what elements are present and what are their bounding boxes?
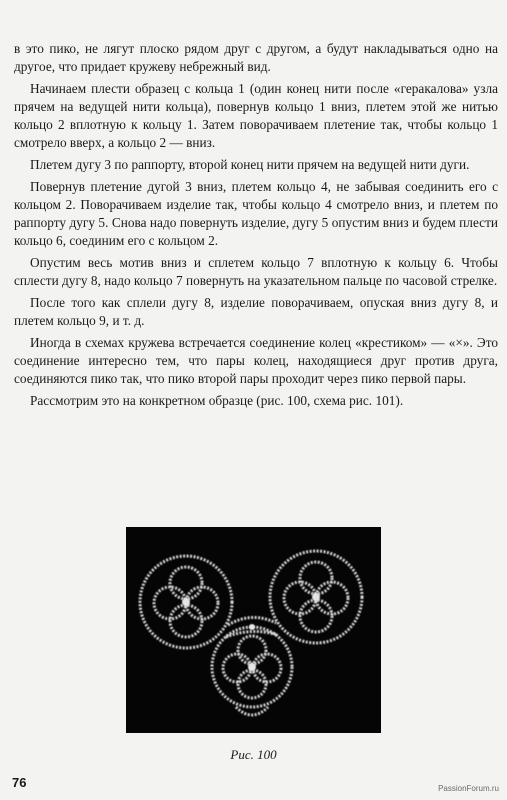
page-number: 76 (12, 775, 27, 790)
paragraph-8: Рассмотрим это на конкретном образце (рис. 100, схема рис. 101). (30, 393, 404, 408)
paragraph-1: в это пико, не лягут плоско рядом друг с другом, а будут накладываться одно на другое, что придает кружеву небрежный вид. (14, 41, 498, 74)
paragraph-6: После того как сплели дугу 8, изделие поворачиваем, опуская вниз дугу 8, и плетем кольцо 9, и т. д. (14, 295, 498, 328)
paragraph-3: Плетем дугу 3 по раппорту, второй конец нити прячем на ведущей нити дуги. (30, 157, 470, 172)
paragraph-4: Повернув плетение дугой 3 вниз, плетем кольцо 4, не забывая соединить его с кольцом 2. Поворачиваем изделие так, чтобы кольцо 4 смотрело вниз, и плетем по раппорту дугу 5. Снова надо повернуть изделие, дугу 5 опустим вниз и будем плести кольцо 6, соединим его с кольцом 2. (14, 179, 498, 248)
lace-motif-image (126, 527, 381, 733)
paragraph-5: Опустим весь мотив вниз и сплетем кольцо 7 вплотную к кольцу 6. Чтобы сплести дугу 8, надо кольцо 7 повернуть на указательном пальце по часовой стрелке. (14, 255, 498, 288)
paragraph-7: Иногда в схемах кружева встречается соединение колец «крестиком» — «×». Это соединение интересно тем, что пары колец, находящиеся друг против друга, соединяются пико так, что пико второй пары проходит через пико первой пары. (14, 335, 498, 386)
lace-photo (126, 527, 381, 733)
figure-caption: Рис. 100 (230, 747, 277, 762)
paragraph-2: Начинаем плести образец с кольца 1 (один конец нити после «геракалова» узла прячем на ведущей нити кольца), повернув кольцо 1 вниз, плетем этой же нитью кольцо 2 вплотную к кольцу 1. Затем поворачиваем плетение так, чтобы кольцо 1 смотрело вверх, а кольцо 2 — вниз. (14, 81, 498, 150)
watermark: PassionForum.ru (438, 784, 499, 793)
body-text (14, 40, 498, 414)
